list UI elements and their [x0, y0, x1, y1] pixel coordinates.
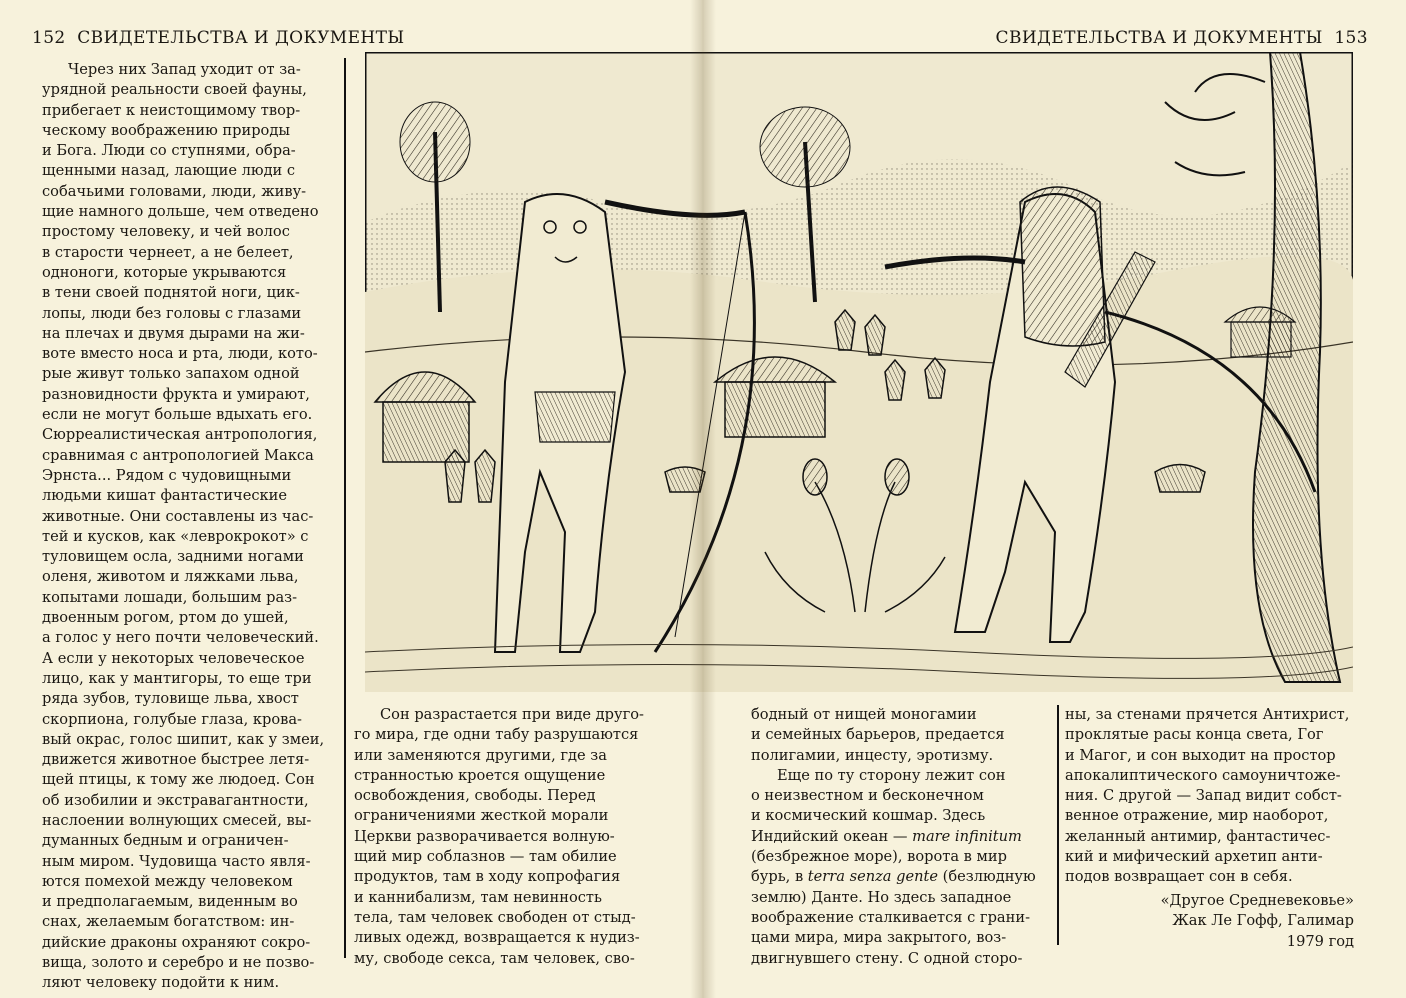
text-line: ограничениями жесткой морали [354, 807, 609, 825]
text-line: и каннибализм, там невинность [354, 888, 602, 906]
text-line: урядной реальности своей фауны, [42, 81, 307, 99]
text-line: или заменяются другими, где за [354, 746, 607, 764]
text-line: лицо, как у мантигоры, то еще три [42, 669, 312, 687]
page-number-left: 152 [32, 28, 66, 48]
text-line: простому человеку, и чей волос [42, 223, 290, 241]
text-line: наслоении волнующих смесей, вы- [42, 811, 312, 829]
text-line: освобождения, свободы. Перед [354, 787, 596, 805]
text-line: го мира, где одни табу разрушаются [354, 726, 639, 744]
text-line: если не могут больше вдыхать его. [42, 406, 313, 424]
text-line: скорпиона, голубые глаза, крова- [42, 710, 302, 728]
text-line: ливых одежд, возвращается к нудиз- [354, 929, 640, 947]
text-line: оленя, животом и ляжками льва, [42, 568, 299, 586]
text-line: А если у некоторых человеческое [42, 649, 305, 667]
text-line: и семейных барьеров, предается [751, 726, 1005, 744]
engraving-image [365, 52, 1353, 692]
text-line: собачьими головами, люди, живу- [42, 182, 307, 200]
text-line: цами мира, мира закрытого, воз- [751, 929, 1007, 947]
text-line: движется животное быстрее летя- [42, 751, 310, 769]
text-line: Еще по ту сторону лежит сон [777, 766, 1006, 784]
text-line: и предполагаемым, виденным во [42, 893, 298, 911]
text-line: тей и кусков, как «леврокрокот» с [42, 527, 309, 545]
text-line: ются помехой между человеком [42, 872, 293, 890]
column-rule-left [344, 58, 346, 958]
text-line: вый окрас, голос шипит, как у змеи, [42, 730, 325, 748]
text-line: Сюрреалистическая антропология, [42, 426, 318, 444]
text-line: бурь, в terra senza gente (безлюдную [751, 868, 1036, 886]
text-line: ным миром. Чудовища часто явля- [42, 852, 311, 870]
text-line: щие намного дольше, чем отведено [42, 203, 319, 221]
engraving-illustration [365, 52, 1353, 692]
left-running-head [32, 28, 404, 48]
text-line: Сон разрастается при виде друго- [380, 706, 644, 723]
text-line: снах, желаемым богатством: ин- [42, 913, 295, 931]
text-line: животные. Они составлены из час- [42, 507, 314, 525]
text-line: Церкви разворачивается волную- [354, 827, 615, 845]
text-line: бодный от нищей моногамии [751, 706, 977, 723]
text-line: двигнувшего стену. С одной сторо- [751, 949, 1023, 967]
text-line: прибегает к неистощимому твор- [42, 101, 301, 119]
text-line: в тени своей поднятой ноги, цик- [42, 284, 300, 302]
text-line: продуктов, там в ходу копрофагия [354, 868, 621, 886]
text-column-4 [1065, 705, 1349, 888]
text-line: желанный антимир, фантастичес- [1065, 827, 1331, 845]
text-line: подов возвращает сон в себя. [1065, 868, 1293, 886]
text-line: рые живут только запахом одной [42, 365, 300, 383]
text-line: проклятые расы конца света, Гог [1065, 726, 1324, 744]
column-rule-right [1057, 705, 1059, 945]
text-line: Индийский океан — mare infinitum [751, 827, 1022, 845]
text-line: венное отражение, мир наоборот, [1065, 807, 1329, 825]
text-line: думанных бедным и ограничен- [42, 832, 289, 850]
text-line: копытами лошади, большим раз- [42, 588, 298, 606]
text-line: ряда зубов, туловище льва, хвост [42, 690, 299, 708]
text-line: разновидности фрукта и умирают, [42, 385, 310, 403]
text-line: лопы, люди без головы с глазами [42, 304, 302, 322]
text-line: странностью кроется ощущение [354, 766, 606, 784]
text-line: ны, за стенами прячется Антихрист, [1065, 706, 1350, 723]
text-line: туловищем осла, задними ногами [42, 548, 304, 566]
text-line: Эрнста... Рядом с чудовищными [42, 466, 292, 484]
text-line: вища, золото и серебро и не позво- [42, 954, 315, 972]
text-line: му, свободе секса, там человек, сво- [354, 949, 635, 967]
running-head-title-left: СВИДЕТЕЛЬСТВА И ДОКУМЕНТЫ [77, 28, 405, 48]
text-line: Через них Запад уходит от за- [68, 61, 301, 78]
text-line: и космический кошмар. Здесь [751, 807, 986, 825]
text-line: а голос у него почти человеческий. [42, 629, 319, 647]
text-line: воображение сталкивается с грани- [751, 908, 1031, 926]
hut-middle [715, 357, 835, 437]
text-line: щенными назад, лающие люди с [42, 162, 296, 180]
text-line: полигамии, инцесту, эротизму. [751, 746, 994, 764]
text-column-2 [354, 705, 644, 969]
text-line: тела, там человек свободен от стыд- [354, 908, 636, 926]
source-author: Жак Ле Гофф, Галимар [1172, 912, 1354, 930]
running-head-title-right: СВИДЕТЕЛЬСТВА И ДОКУМЕНТЫ [995, 28, 1323, 48]
right-running-head [996, 28, 1368, 48]
source-title: «Другое Средневековье» [1160, 892, 1354, 909]
text-line: людьми кишат фантастические [42, 487, 287, 505]
text-column-1 [42, 60, 324, 994]
text-line: на плечах и двумя дырами на жи- [42, 324, 305, 342]
page-number-right: 153 [1334, 28, 1368, 48]
text-line: ляют человеку подойти к ним. [42, 974, 280, 992]
source-citation [1161, 891, 1354, 952]
text-line: и Бога. Люди со ступнями, обра- [42, 142, 296, 160]
text-line: апокалиптического самоуничтоже- [1065, 766, 1341, 784]
text-line: о неизвестном и бесконечном [751, 787, 984, 805]
text-line: землю) Данте. Но здесь западное [751, 888, 1012, 906]
text-line: в старости чернеет, а не белеет, [42, 243, 294, 261]
text-line: об изобилии и экстравагантности, [42, 791, 309, 809]
text-line: дийские драконы охраняют сокро- [42, 933, 311, 951]
text-line: и Магог, и сон выходит на простор [1065, 746, 1336, 764]
text-line: воте вместо носа и рта, люди, кото- [42, 345, 318, 363]
text-line: двоенным рогом, ртом до ушей, [42, 609, 289, 627]
text-line: одноноги, которые укрываются [42, 263, 287, 281]
text-column-3 [751, 705, 1036, 969]
text-line: кий и мифический архетип анти- [1065, 848, 1323, 866]
text-line: (безбрежное море), ворота в мир [751, 848, 1007, 866]
text-line: щий мир соблазнов — там обилие [354, 848, 617, 866]
text-line: ния. С другой — Запад видит собст- [1065, 787, 1342, 805]
text-line: щей птицы, к тому же людоед. Сон [42, 771, 315, 789]
source-year: 1979 год [1286, 932, 1354, 950]
text-line: сравнимая с антропологией Макса [42, 446, 314, 464]
text-line: ческому воображению природы [42, 121, 290, 139]
